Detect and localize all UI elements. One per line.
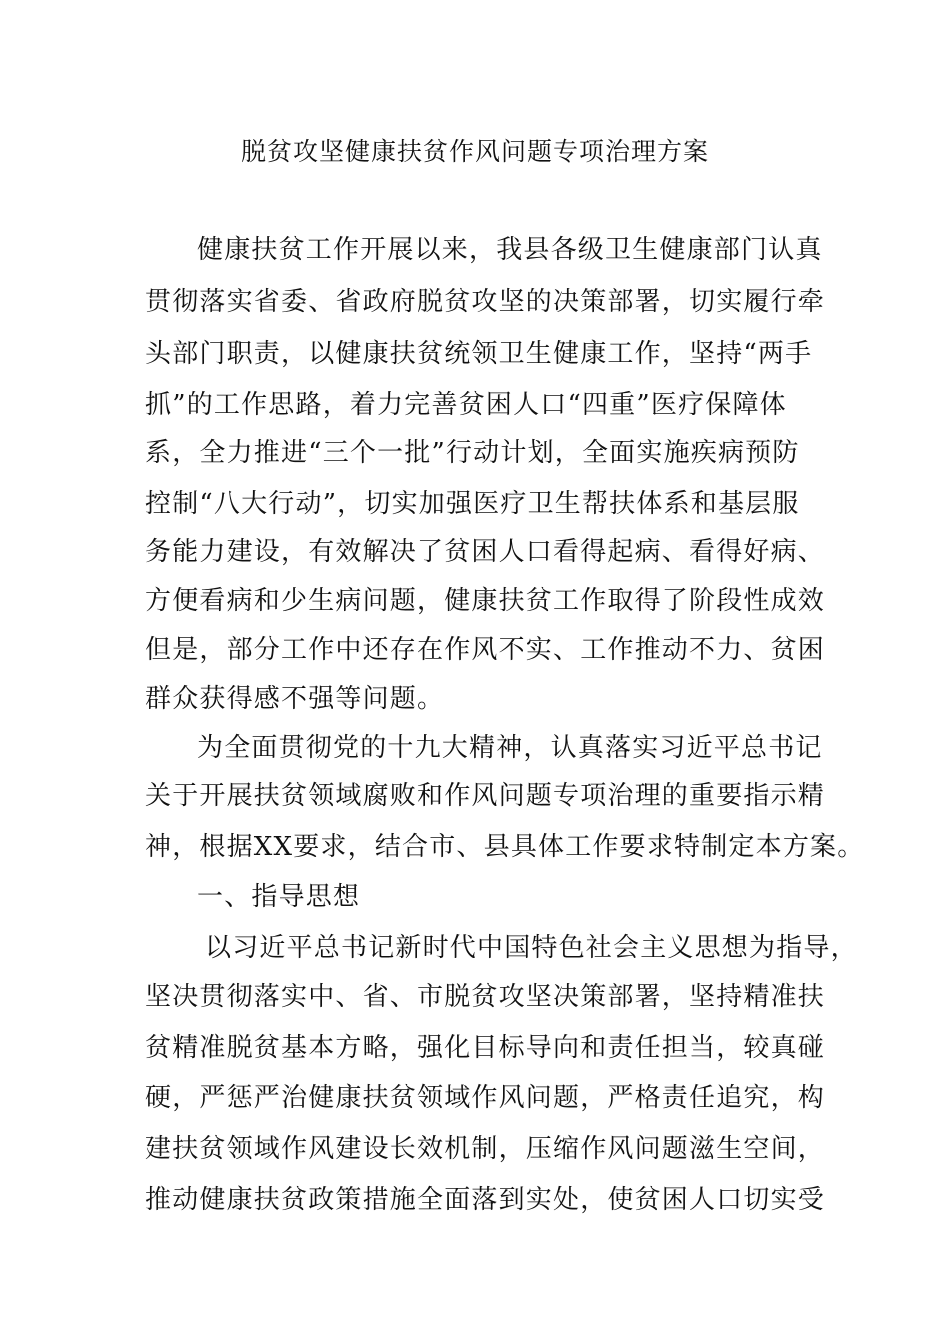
paragraph-line: 健康扶贫工作开展以来，我县各级卫生健康部门认真 bbox=[197, 235, 823, 265]
paragraph-line: 务能力建设，有效解决了贫困人口看得起病、看得好病、 bbox=[145, 537, 826, 567]
section-heading: 一、指导思想 bbox=[197, 882, 361, 912]
paragraph-line: 贫精准脱贫基本方略，强化目标导向和责任担当，较真碰 bbox=[145, 1033, 826, 1063]
paragraph-line: 为全面贯彻党的十九大精神，认真落实习近平总书记 bbox=[197, 733, 823, 763]
paragraph-line: 硬，严惩严治健康扶贫领域作风问题，严格责任追究，构 bbox=[145, 1083, 826, 1113]
paragraph-line: 建扶贫领域作风建设长效机制，压缩作风问题滋生空间， bbox=[145, 1134, 826, 1164]
paragraph-line: 坚决贯彻落实中、省、市脱贫攻坚决策部署，坚持精准扶 bbox=[145, 982, 826, 1012]
paragraph-line: 神，根据XX要求，结合市、县具体工作要求特制定本方案。 bbox=[145, 832, 865, 862]
paragraph-line: 贯彻落实省委、省政府脱贫攻坚的决策部署，切实履行牵 bbox=[145, 287, 826, 317]
paragraph-line: 关于开展扶贫领域腐败和作风问题专项治理的重要指示精 bbox=[145, 781, 826, 811]
paragraph-line: 群众获得感不强等问题。 bbox=[145, 684, 445, 714]
paragraph-line: 系，全力推进“三个一批”行动计划，全面实施疾病预防 bbox=[145, 438, 800, 468]
paragraph-line: 抓”的工作思路，着力完善贫困人口“四重”医疗保障体 bbox=[145, 390, 787, 420]
paragraph-line: 方便看病和少生病问题，健康扶贫工作取得了阶段性成效 bbox=[145, 586, 826, 616]
paragraph-line: 但是，部分工作中还存在作风不实、工作推动不力、贫困 bbox=[145, 635, 826, 665]
paragraph-line: 头部门职责，以健康扶贫统领卫生健康工作，坚持“两手 bbox=[145, 339, 813, 369]
paragraph-line: 以习近平总书记新时代中国特色社会主义思想为指导， bbox=[205, 933, 858, 963]
document-title: 脱贫攻坚健康扶贫作风问题专项治理方案 bbox=[240, 137, 709, 166]
paragraph-line: 推动健康扶贫政策措施全面落到实处，使贫困人口切实受 bbox=[145, 1185, 826, 1215]
paragraph-line: 控制“八大行动”，切实加强医疗卫生帮扶体系和基层服 bbox=[145, 489, 800, 519]
